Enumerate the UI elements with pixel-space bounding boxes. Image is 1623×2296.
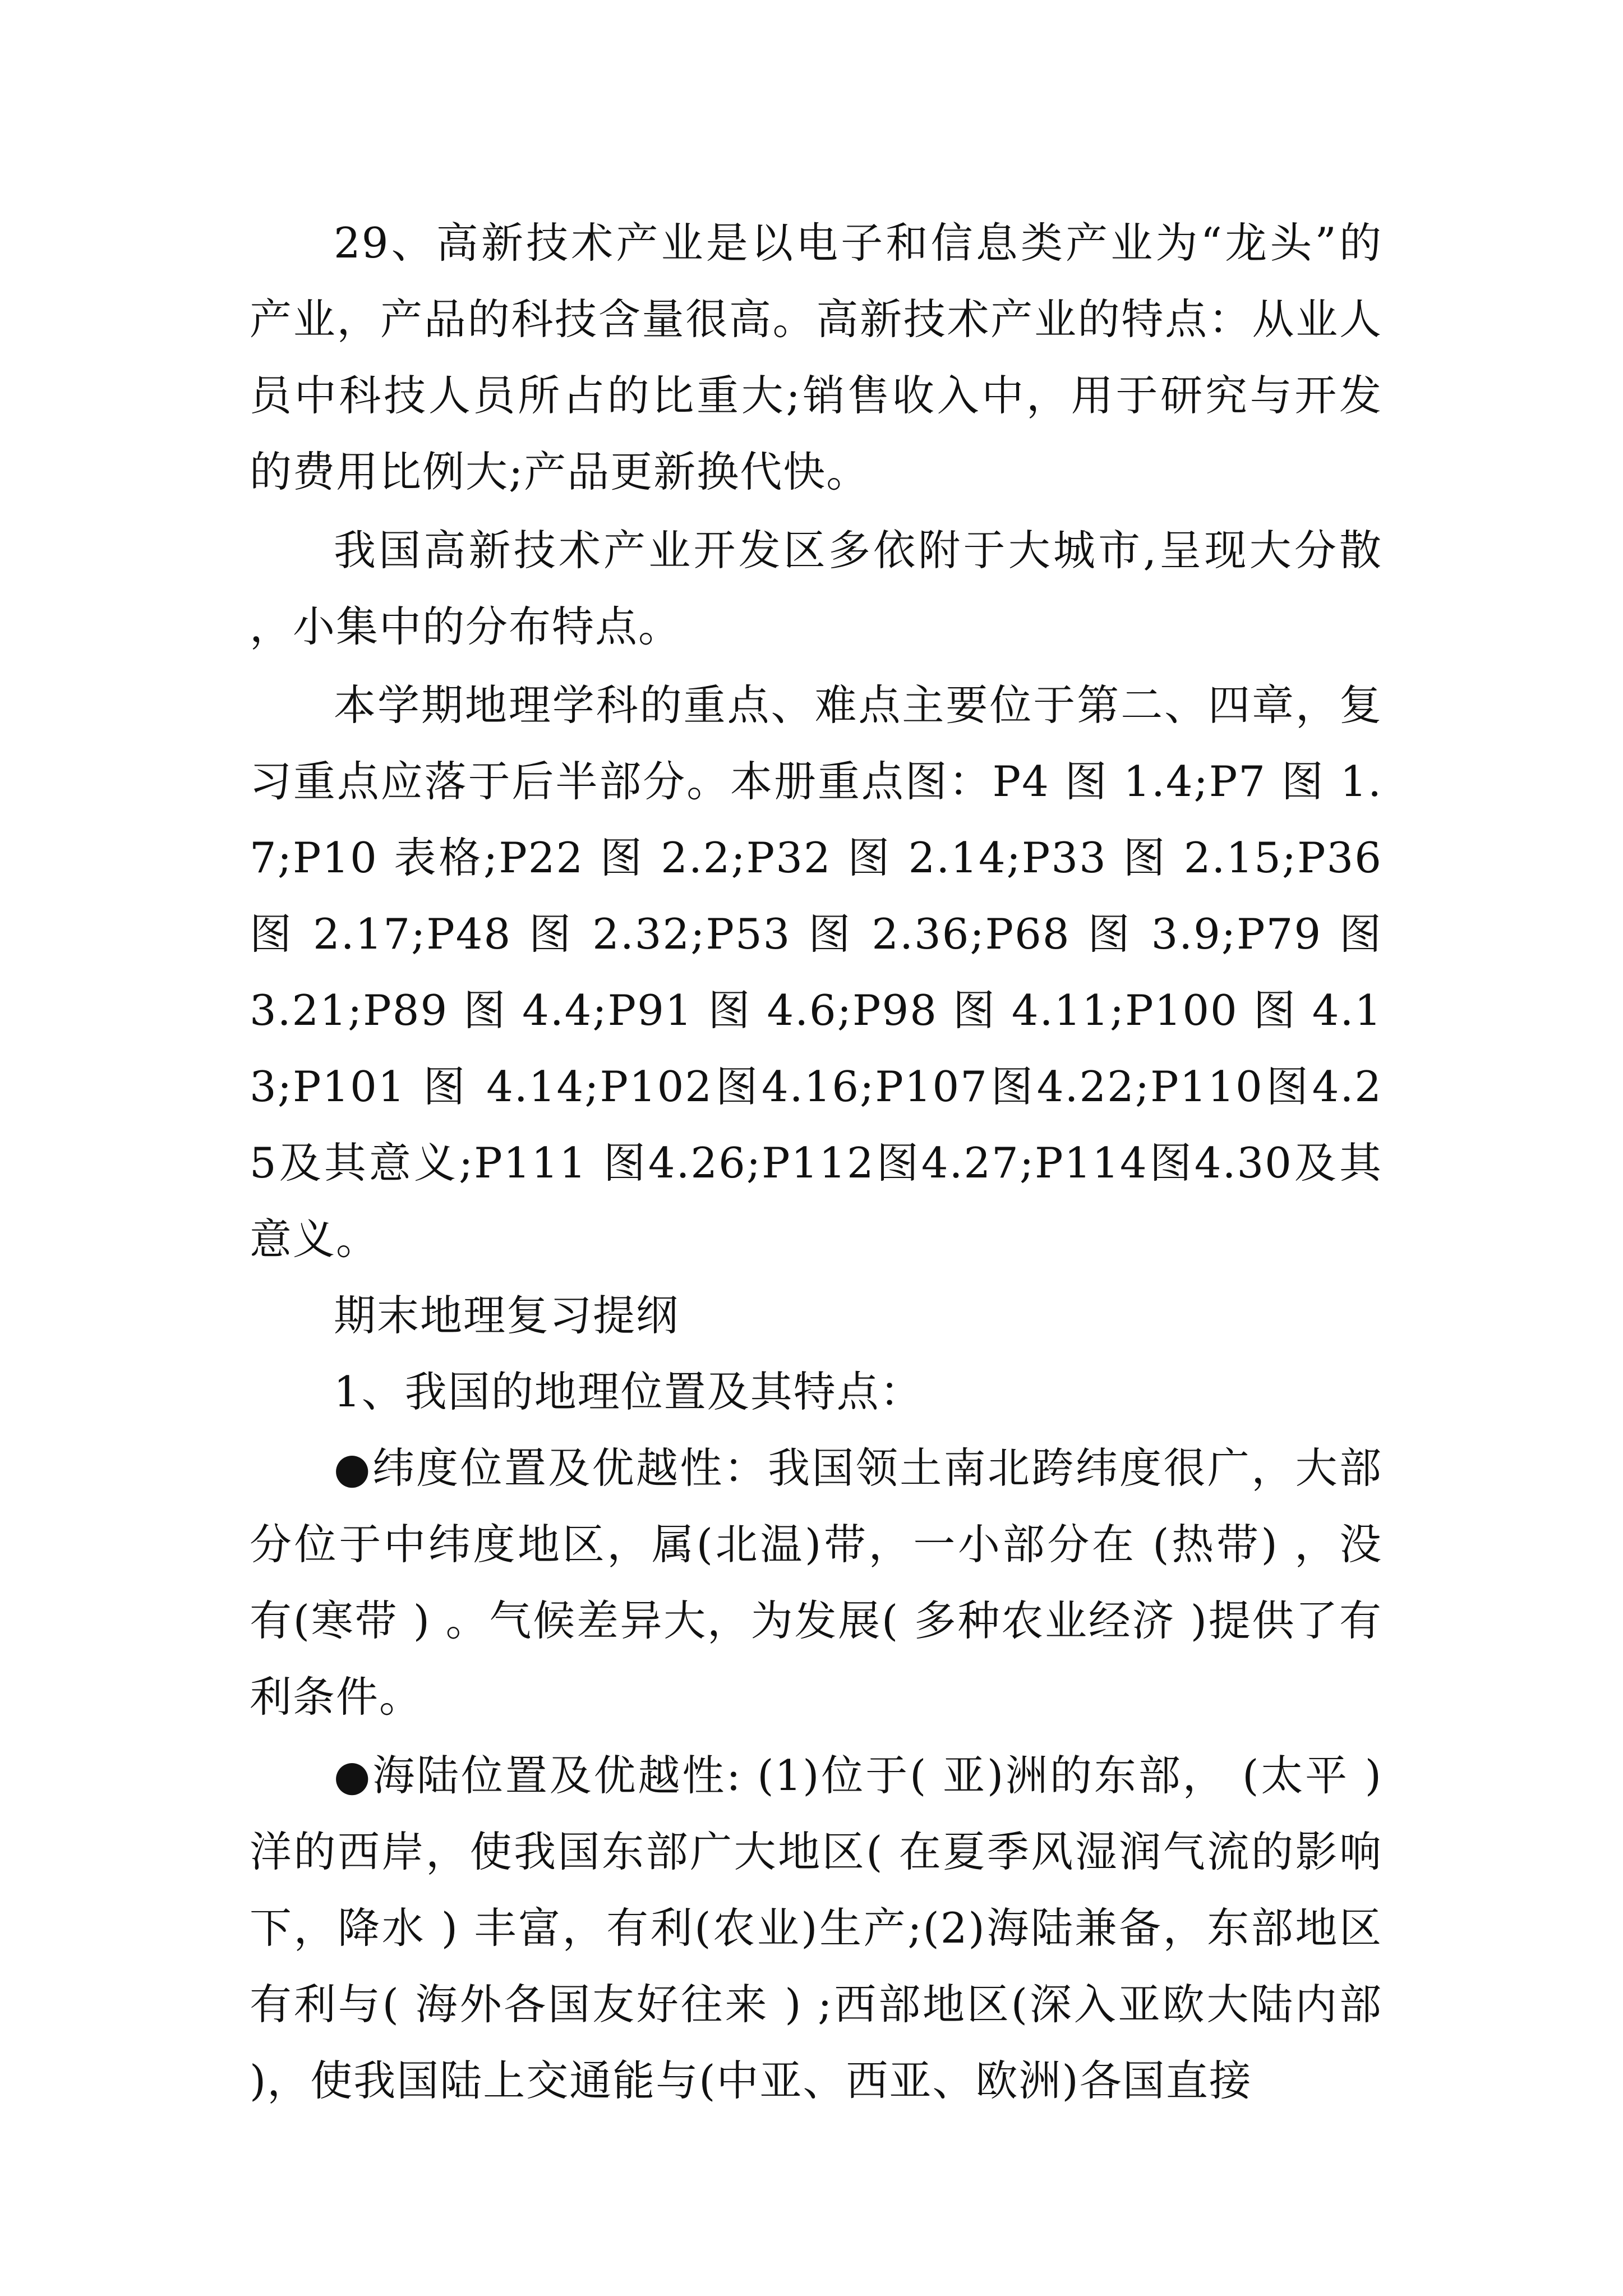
paragraph-high-tech-industry: 29、高新技术产业是以电子和信息类产业为“龙头”的产业，产品的科技含量很高。高新技术产业的特点：从业人员中科技人员所占的比重大;销售收入中，用于研究与开发的费用比例大;产品更新换代快。 <box>250 218 1382 496</box>
paragraph-key-figures: 本学期地理学科的重点、难点主要位于第二、四章，复习重点应落于后半部分。本册重点图：P4 图 1.4;P7 图 1.7;P10 表格;P22 图 2.2;P32 图 2.14;P33 图 2.15;P36 图 2.17;P48 图 2.32;P53 图 2.36;P68 图 3.9;P79 图 3.21;P89 图 4.4;P91 图 4.6;P98 图 4.11;P100 图 4.13;P101 图 4.14;P102图4.16;P107图4.22;P110图4.25及其意义;P111 图4.26;P112图4.27;P114图4.30及其意义。 <box>250 680 1382 1264</box>
section-title: 期末地理复习提纲 <box>334 1291 680 1340</box>
paragraph-land-sea-position: ●海陆位置及优越性: (1)位于( 亚)洲的东部， (太平 )洋的西岸，使我国东部广大地区( 在夏季风湿润气流的影响下，降水 ) 丰富，有利(农业)生产;(2)海陆兼备，东部地区有利与( 海外各国友好往来 ) ;西部地区(深入亚欧大陆内部 )，使我国陆上交通能与(中亚、西亚、欧洲)各国直接 <box>250 1751 1382 2105</box>
subsection-title: 1、我国的地理位置及其特点： <box>334 1367 923 1416</box>
document-body <box>250 205 1382 2119</box>
paragraph-latitude-position: ●纬度位置及优越性：我国领土南北跨纬度很广，大部分位于中纬度地区，属(北温)带，一小部分在 (热带) ，没有(寒带 ) 。气候差异大，为发展( 多种农业经济 )提供了有利条件。 <box>250 1443 1382 1722</box>
paragraph-development-zones: 我国高新技术产业开发区多依附于大城市,呈现大分散，小集中的分布特点。 <box>250 526 1382 651</box>
